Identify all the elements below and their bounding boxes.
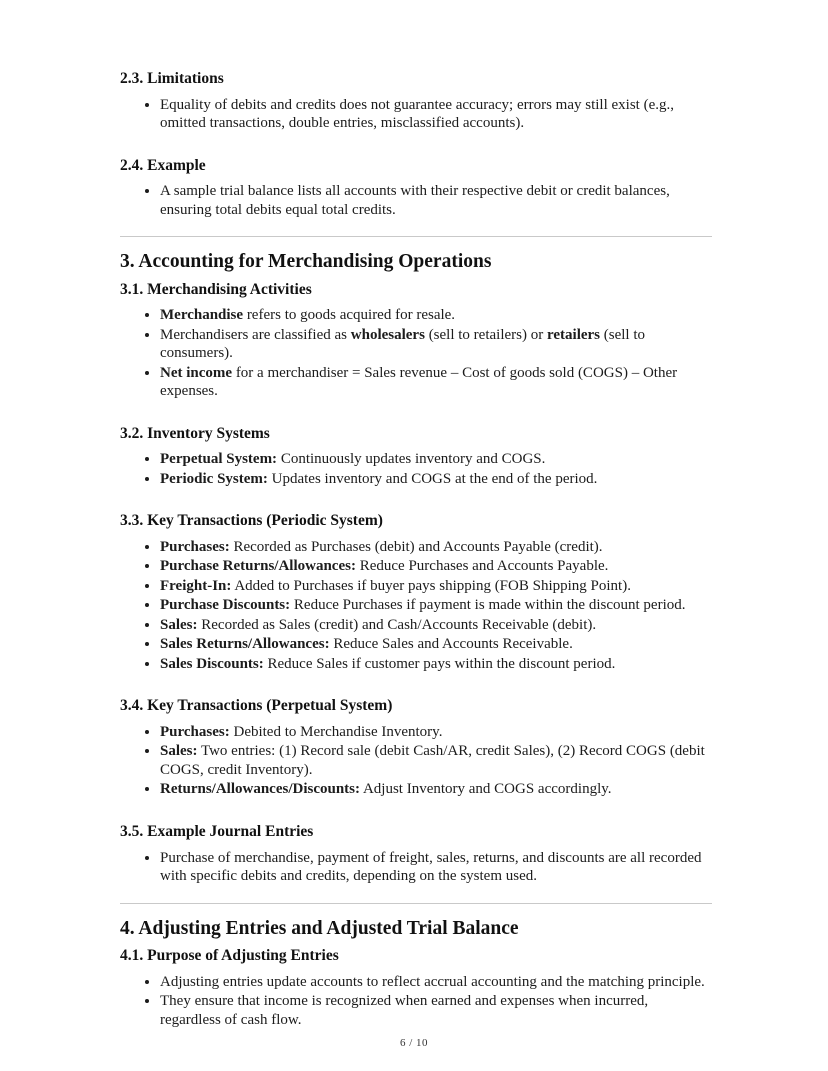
subsection-heading: 3.5. Example Journal Entries <box>120 822 314 840</box>
bullet-text: Adjust Inventory and COGS accordingly. <box>360 781 612 798</box>
bullet-item <box>160 450 712 469</box>
bullet-item <box>160 470 712 489</box>
bullet-text-bold: Periodic System: <box>160 470 268 487</box>
bullet-item <box>160 306 712 325</box>
bullet-text: A sample trial balance lists all accounts with their respective debit or credit balances, ensuring total debits equal total credits. <box>160 183 670 218</box>
bullet-item <box>160 557 712 576</box>
subsection-heading: 2.4. Example <box>120 156 206 174</box>
bullet-text: Adjusting entries update accounts to reflect accrual accounting and the matching principle. <box>160 973 705 990</box>
bullet-text: Debited to Merchandise Inventory. <box>229 723 443 740</box>
bullet-item <box>160 96 712 133</box>
subsection-heading: 3.2. Inventory Systems <box>120 424 270 442</box>
page-number: 6 / 10 <box>399 1037 429 1049</box>
bullet-text: refers to goods acquired for resale. <box>243 307 456 324</box>
bullet-text: Reduce Purchases if payment is made within the discount period. <box>290 597 686 614</box>
bullet-text: They ensure that income is recognized when earned and expenses when incurred, regardless of cash flow. <box>160 993 649 1028</box>
subsection-heading: 2.3. Limitations <box>120 70 224 87</box>
bullet-text-bold: Sales: <box>160 616 198 633</box>
subsection-heading: 3.4. Key Transactions (Perpetual System) <box>120 697 393 715</box>
document-content <box>120 70 712 1031</box>
bullet-text: Equality of debits and credits does not guarantee accuracy; errors may still exist (e.g., omitted transactions, double entries, misclassified accounts). <box>160 96 674 132</box>
bullet-text: Two entries: (1) Record sale (debit Cash/AR, credit Sales), (2) Record COGS (debit COGS, credit Inventory). <box>160 743 705 778</box>
subsection-heading: 3.1. Merchandising Activities <box>120 280 312 298</box>
bullet-text: Added to Purchases if buyer pays shipping (FOB Shipping Point). <box>231 577 631 594</box>
bullet-list <box>120 723 712 799</box>
bullet-text-bold: Returns/Allowances/Discounts: <box>160 781 361 798</box>
bullet-item <box>160 973 712 992</box>
bullet-text-bold: wholesalers <box>350 326 425 343</box>
bullet-item <box>160 577 712 596</box>
bullet-text: Purchase of merchandise, payment of freight, sales, returns, and discounts are all recorded with specific debits and credits, depending on the system used. <box>160 849 702 885</box>
subsection-heading: 3.3. Key Transactions (Periodic System) <box>120 512 383 530</box>
bullet-text: Reduce Purchases and Accounts Payable. <box>355 558 609 575</box>
bullet-text: Reduce Sales if customer pays within the discount period. <box>263 655 616 672</box>
bullet-text: Recorded as Purchases (debit) and Accounts Payable (credit). <box>229 538 603 555</box>
bullet-text-bold: Purchase Returns/Allowances: <box>160 558 356 575</box>
bullet-text-bold: Purchases: <box>160 538 230 555</box>
bullet-text: Recorded as Sales (credit) and Cash/Accounts Receivable (debit). <box>197 616 597 633</box>
bullet-text: Updates inventory and COGS at the end of the period. <box>267 470 598 487</box>
bullet-item <box>160 992 712 1029</box>
bullet-text: Continuously updates inventory and COGS. <box>277 451 546 468</box>
bullet-item <box>160 849 712 886</box>
section-heading: 3. Accounting for Merchandising Operations <box>120 251 492 273</box>
bullet-item <box>160 596 712 615</box>
bullet-text-bold: Freight-In: <box>160 577 232 594</box>
bullet-list <box>120 182 712 219</box>
bullet-item <box>160 780 712 799</box>
bullet-text-bold: Perpetual System: <box>160 451 278 468</box>
section-heading: 4. Adjusting Entries and Adjusted Trial Balance <box>120 917 519 939</box>
bullet-item <box>160 364 712 401</box>
subsection-heading: 4.1. Purpose of Adjusting Entries <box>120 946 339 964</box>
bullet-text-bold: Purchases: <box>160 723 230 740</box>
section-divider <box>120 903 712 904</box>
bullet-item <box>160 655 712 674</box>
bullet-text: Merchandisers are classified as <box>160 326 351 343</box>
bullet-list <box>120 973 712 1030</box>
bullet-text-bold: Purchase Discounts: <box>160 597 291 614</box>
section-divider <box>120 236 712 237</box>
bullet-item <box>160 326 712 363</box>
bullet-item <box>160 182 712 219</box>
bullet-item <box>160 635 712 654</box>
bullet-list <box>120 96 712 133</box>
bullet-text: for a merchandiser = Sales revenue – Cost of goods sold (COGS) – Other expenses. <box>160 364 678 400</box>
bullet-item <box>160 616 712 635</box>
bullet-text: (sell to retailers) or <box>424 326 547 343</box>
bullet-text: Reduce Sales and Accounts Receivable. <box>329 636 573 653</box>
bullet-list <box>120 306 712 401</box>
bullet-text-bold: Net income <box>160 364 233 381</box>
bullet-text-bold: Sales Discounts: <box>160 655 264 672</box>
bullet-text-bold: Sales: <box>160 743 198 760</box>
bullet-text-bold: Sales Returns/Allowances: <box>160 636 330 653</box>
bullet-text-bold: Merchandise <box>160 307 244 324</box>
bullet-text-bold: retailers <box>546 326 601 343</box>
bullet-list <box>120 849 712 886</box>
bullet-item <box>160 742 712 779</box>
bullet-list <box>120 538 712 674</box>
bullet-text: (sell to consumers). <box>160 326 646 362</box>
bullet-list <box>120 450 712 488</box>
bullet-item <box>160 538 712 557</box>
bullet-item <box>160 723 712 742</box>
